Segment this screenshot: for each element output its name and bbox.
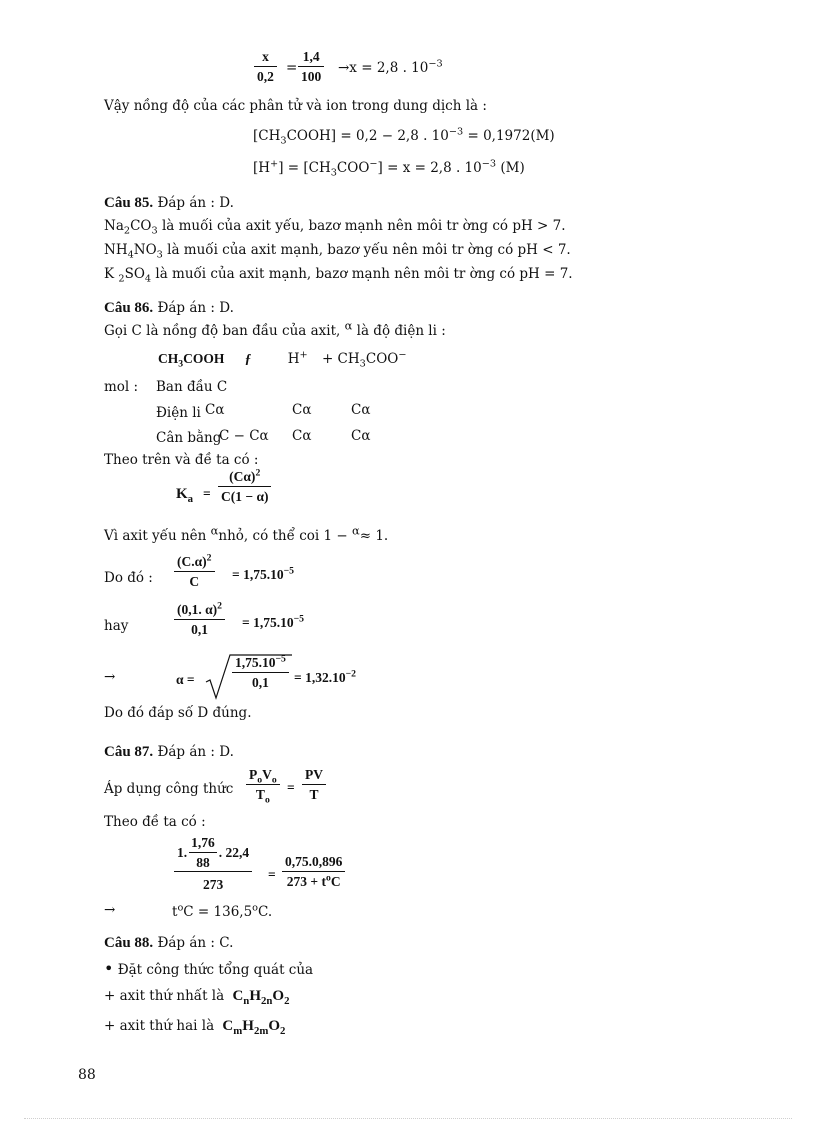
row-dissociated-label: Điện li bbox=[156, 405, 201, 421]
row-equilibrium-c3: Cα bbox=[351, 428, 371, 444]
question-86-heading: Câu 86. Đáp án : D. bbox=[104, 300, 234, 316]
q85-line-2: $NH_4NO_3$ là muối của axit mạnh, bazơ yếu nên môi tr ờng có pH < 7. bbox=[104, 242, 571, 261]
alpha-lhs: α = bbox=[176, 672, 195, 687]
alpha-result: = $1,32.10^{-2}$ bbox=[294, 668, 356, 685]
intro-line: Vậy nồng độ của các phân tử và ion trong dung dịch là : bbox=[104, 98, 487, 114]
row-equilibrium-label: Cân bằng bbox=[156, 430, 222, 446]
page-number: 88 bbox=[78, 1067, 96, 1083]
big-fraction: 1. 1,76 88 . 22,4 273 bbox=[174, 836, 252, 892]
fraction-1-4-over-100: 1,4 100 bbox=[298, 50, 324, 83]
footer-divider bbox=[24, 1118, 792, 1119]
implies-arrow-icon: → bbox=[104, 902, 116, 918]
equilibrium-arrow-icon: ƒ bbox=[244, 351, 252, 366]
question-87-heading: Câu 87. Đáp án : D. bbox=[104, 744, 234, 760]
dodo-label: Do đó : bbox=[104, 570, 153, 586]
temperature-result: $t^oC = 136,5^oC$. bbox=[172, 902, 273, 920]
ka-fraction: $(C\alpha)^2$ C(1 − α) bbox=[218, 470, 271, 503]
q86-theo: Theo trên và đề ta có : bbox=[104, 452, 259, 468]
dodo-rhs: = $1,75.10^{-5}$ bbox=[232, 565, 294, 582]
q88-line-1: • Đặt công thức tổng quát của bbox=[104, 959, 314, 978]
concentration-ch3cooh: $[CH_3COOH] = 0,2 - 2,8$ . $10^{-3} = 0,1972(M)$ bbox=[253, 126, 555, 147]
row-dissociated-c2: Cα bbox=[292, 402, 312, 418]
q85-line-3: K $_2SO_4$ là muối của axit mạnh, bazơ mạnh nên môi tr ờng có pH = 7. bbox=[104, 266, 573, 285]
question-88-heading: Câu 88. Đáp án : C. bbox=[104, 935, 234, 951]
dodo-fraction: $(C.\alpha)^2$ C bbox=[174, 555, 215, 588]
row-dissociated-c3: Cα bbox=[351, 402, 371, 418]
q85-line-1: $Na_2CO_3$ là muối của axit yếu, bazơ mạnh nên môi tr ờng có pH > 7. bbox=[104, 218, 566, 237]
q88-line-2: + axit thứ nhất là $C_nH_{2n}O_2$ bbox=[104, 988, 290, 1007]
hay-fraction: (0,1. α)$^2$ 0,1 bbox=[174, 603, 225, 636]
q86-conclusion: Do đó đáp số D đúng. bbox=[104, 705, 252, 721]
q88-line-3: + axit thứ hai là $C_mH_{2m}O_2$ bbox=[104, 1018, 286, 1037]
fraction-x-over-0-2: x 0,2 bbox=[254, 50, 277, 83]
right-fraction: 0,75.0,896 $273 + t^oC$ bbox=[282, 855, 345, 888]
row-equilibrium-c2: Cα bbox=[292, 428, 312, 444]
q87-theo: Theo đề ta có : bbox=[104, 814, 206, 830]
row-dissociated-c1: Cα bbox=[205, 402, 225, 418]
inner-fraction: 1,76 88 bbox=[191, 835, 215, 870]
formula-acid-2: $C_mH_{2m}O_2$ bbox=[222, 1018, 286, 1037]
question-85-heading: Câu 85. Đáp án : D. bbox=[104, 195, 234, 211]
hay-label: hay bbox=[104, 618, 129, 634]
row-equilibrium-c1: C − Cα bbox=[219, 428, 269, 444]
hay-rhs: = $1,75.10^{-5}$ bbox=[242, 613, 304, 630]
dissociation-reaction: $CH_3COOH$ ƒ $H^+ + CH_3COO^-$ bbox=[158, 349, 407, 370]
formula-acid-1: $C_nH_{2n}O_2$ bbox=[232, 988, 290, 1007]
concentration-h-ion: $[H^+] = [CH_3COO^-] = x = 2,8$ . $10^{-3}$ (M) bbox=[253, 158, 525, 179]
weak-acid-approx: Vì axit yếu nên $^\alpha$nhỏ, có thể coi 1 − $^\alpha$≈ 1. bbox=[104, 523, 389, 544]
mol-label: mol : bbox=[104, 379, 139, 395]
row-initial: Ban đầu C bbox=[156, 379, 228, 395]
apply-formula-label: Áp dụng công thức bbox=[104, 781, 234, 797]
gas-law-rhs: PV T bbox=[302, 768, 326, 801]
implies-arrow-icon: → bbox=[104, 669, 116, 685]
bullet-icon: • bbox=[104, 959, 114, 978]
sqrt-fraction: $1,75.10^{-5}$ 0,1 bbox=[232, 656, 289, 689]
x-result: →x = 2,8 . $10^{-3}$ bbox=[338, 58, 443, 76]
gas-law-lhs: $P_oV_o$ $T_o$ bbox=[246, 768, 280, 801]
q86-intro: Gọi C là nồng độ ban đầu của axit, $^\alpha$ là độ điện li : bbox=[104, 318, 446, 339]
